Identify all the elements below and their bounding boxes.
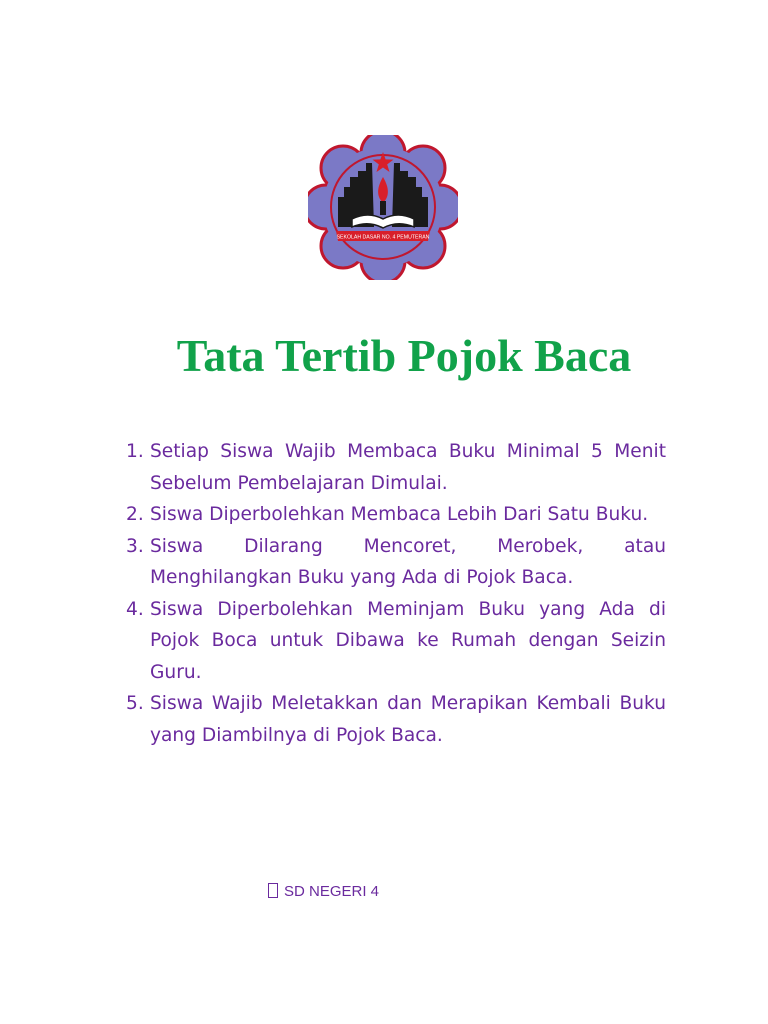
list-item-text: Setiap Siswa Wajib Membaca Buku Minimal 5 Menit Sebelum Pembelajaran Dimulai.: [150, 441, 666, 494]
list-item: [120, 531, 666, 594]
list-item-text: Siswa Wajib Meletakkan dan Merapikan Kembali Buku yang Diambilnya di Pojok Baca.: [150, 693, 666, 746]
list-item: [120, 594, 666, 689]
school-logo: [308, 135, 458, 280]
missing-glyph-icon: [268, 883, 278, 898]
list-item: [120, 688, 666, 751]
list-item-number: 4.: [126, 598, 144, 620]
list-item-number: 3.: [126, 535, 144, 557]
rules-list: [120, 436, 666, 751]
page-title: Tata Tertib Pojok Baca: [176, 330, 632, 381]
list-item-text: Siswa Diperbolehkan Meminjam Buku yang Ada di Pojok Boca untuk Dibawa ke Rumah dengan Seizin Guru.: [150, 598, 666, 683]
logo-caption: SEKOLAH DASAR NO. 4 PEMUTERAN: [336, 234, 430, 241]
footer-text: SD NEGERI 4: [284, 883, 380, 900]
list-item-number: 5.: [126, 693, 144, 714]
school-emblem-icon: [308, 135, 458, 280]
list-item: [120, 499, 666, 531]
list-item-text: Siswa Dilarang Mencoret, Merobek, atau Menghilangkan Buku yang Ada di Pojok Baca.: [150, 535, 666, 588]
list-item-text: Siswa Diperbolehkan Membaca Lebih Dari Satu Buku.: [150, 504, 649, 525]
list-item: [120, 436, 666, 499]
list-item-number: 2.: [126, 504, 144, 525]
footer: [268, 880, 379, 904]
list-item-number: 1.: [126, 441, 144, 462]
